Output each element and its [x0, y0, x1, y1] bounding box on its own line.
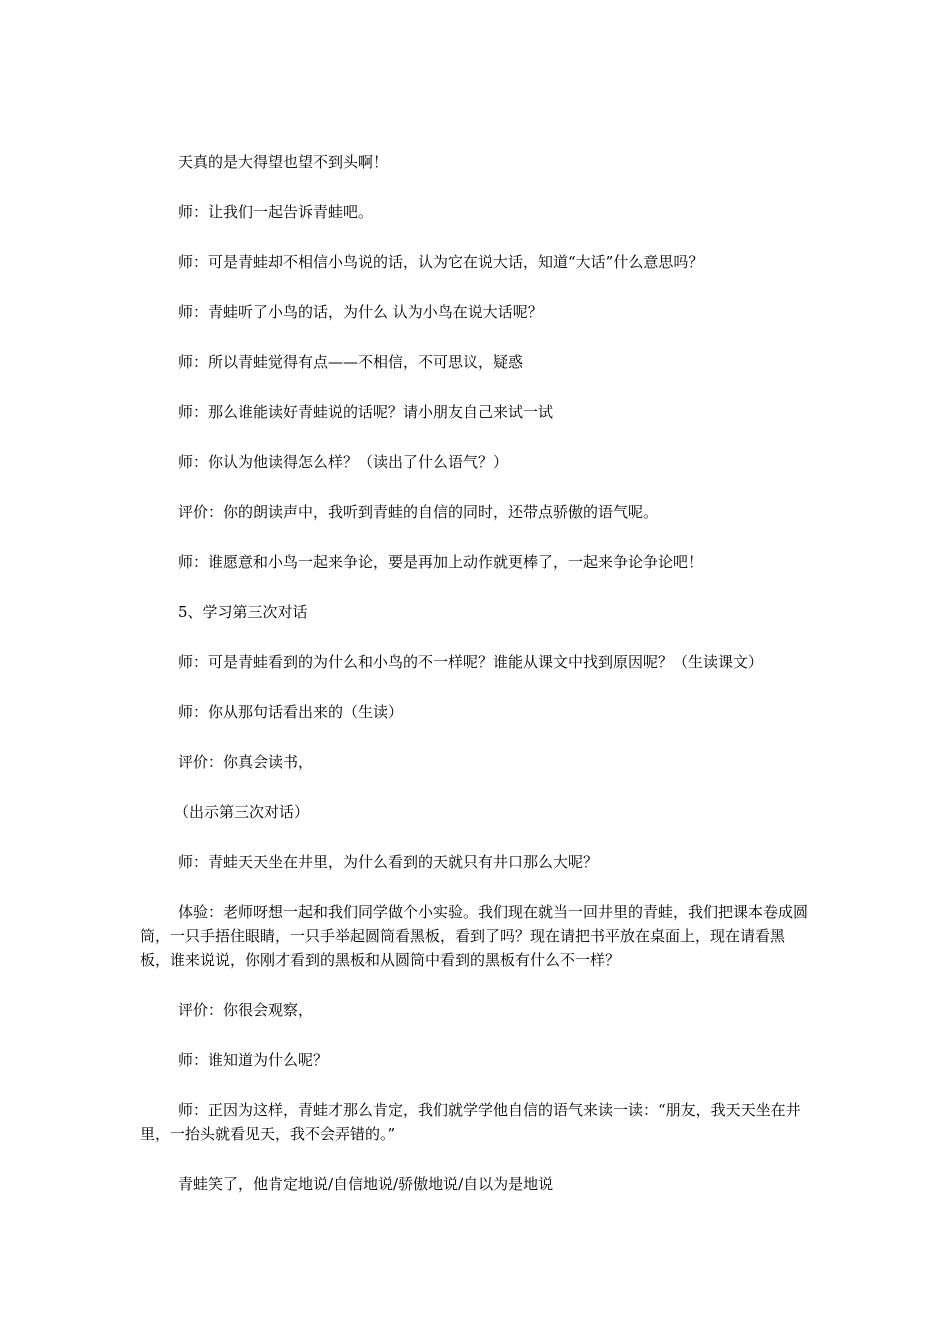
paragraph-7: 师：你认为他读得怎么样？（读出了什么语气？）	[178, 453, 509, 471]
paragraph-4: 师：青蛙听了小鸟的话，为什么 认为小鸟在说大话呢？	[178, 303, 543, 321]
paragraph-16: 体验：老师呀想一起和我们同学做个小实验。我们现在就当一回井里的青蛙，我们把课本卷成圆筒，一只手捂住眼睛，一只手举起圆筒看黑板，看到了吗？现在请把书平放在桌面上，现在请看黑板，谁来说说，你刚才看到的黑板和从圆筒中看到的黑板有什么不一样？	[140, 903, 809, 969]
paragraph-9: 师：谁愿意和小鸟一起来争论，要是再加上动作就更棒了，一起来争论争论吧！	[178, 553, 704, 571]
paragraph-8: 评价：你的朗读声中，我听到青蛙的自信的同时，还带点骄傲的语气呢。	[178, 503, 659, 521]
section-heading: 5、学习第三次对话	[178, 603, 308, 621]
paragraph-19: 师：正因为这样，青蛙才那么肯定，我们就学学他自信的语气来读一读：“朋友，我天天坐在井里，一抬头就看见天，我不会弄错的。”	[140, 1101, 801, 1143]
paragraph-5: 师：所以青蛙觉得有点——不相信，不可思议，疑惑	[178, 353, 524, 371]
paragraph-13: 评价：你真会读书，	[178, 753, 314, 771]
paragraph-20: 青蛙笑了，他肯定地说/自信地说/骄傲地说/自以为是地说	[178, 1175, 554, 1193]
paragraph-6: 师：那么谁能读好青蛙说的话呢？请小朋友自己来试一试	[178, 403, 554, 421]
paragraph-18: 师：谁知道为什么呢？	[178, 1051, 329, 1069]
document-body	[140, 150, 810, 1222]
paragraph-12: 师：你从那句话看出来的（生读）	[178, 703, 404, 721]
paragraph-11: 师：可是青蛙看到的为什么和小鸟的不一样呢？谁能从课文中找到原因呢？（生读课文）	[178, 653, 764, 671]
paragraph-15: 师：青蛙天天坐在井里，为什么看到的天就只有井口那么大呢？	[178, 853, 599, 871]
paragraph-17: 评价：你很会观察，	[178, 1001, 314, 1019]
paragraph-2: 师：让我们一起告诉青蛙吧。	[178, 203, 374, 221]
paragraph-14: （出示第三次对话）	[174, 803, 310, 821]
paragraph-1: 天真的是大得望也望不到头啊！	[178, 153, 389, 171]
paragraph-3: 师：可是青蛙却不相信小鸟说的话，认为它在说大话，知道“大话”什么意思吗？	[178, 253, 704, 271]
